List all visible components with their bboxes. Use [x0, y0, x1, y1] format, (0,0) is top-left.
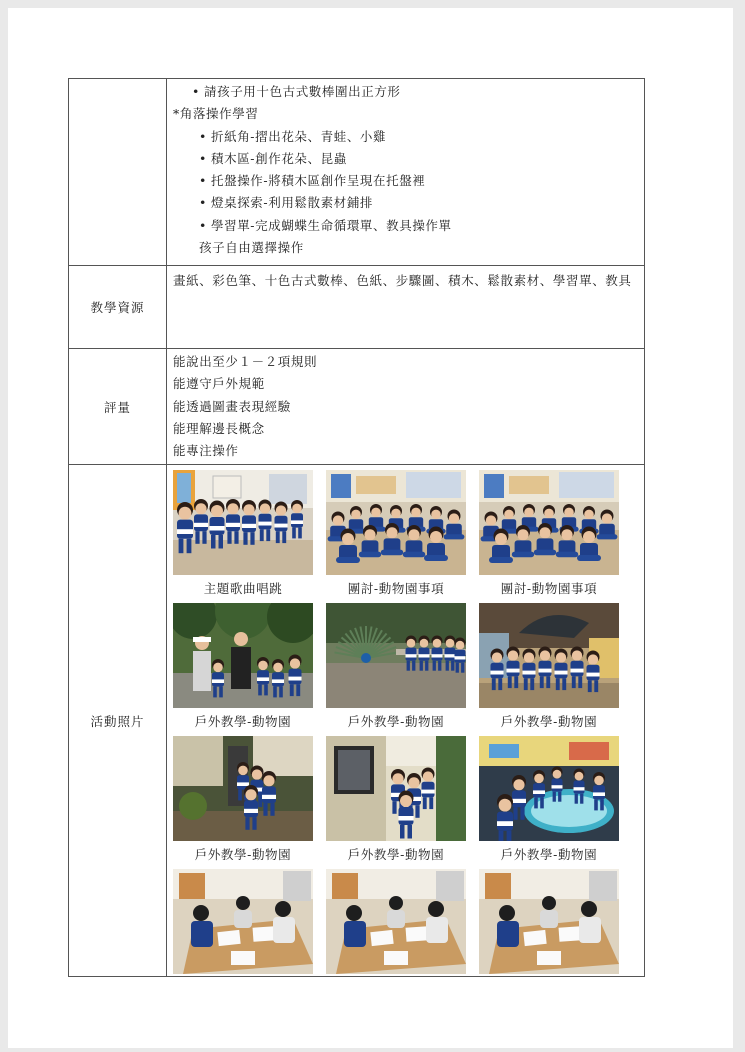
photo-item [173, 869, 313, 976]
photo-item [326, 470, 466, 603]
photo-illustration [326, 736, 466, 841]
photo-illustration [173, 603, 313, 708]
evaluation-item: 能理解邊長概念 [173, 420, 265, 436]
intro-label-cell [69, 79, 167, 266]
activity-photo [326, 470, 466, 575]
photo-caption: 戶外教學-動物園 [194, 714, 292, 730]
photo-illustration [479, 736, 619, 841]
activity-photo [326, 869, 466, 974]
intro-line [173, 192, 638, 214]
resources-content-cell [167, 266, 645, 349]
intro-line-text: 學習單-完成蝴蝶生命循環單、教具操作單 [211, 217, 452, 233]
activity-photo [326, 736, 466, 841]
evaluation-label: 評量 [69, 349, 167, 465]
intro-line [173, 170, 638, 192]
photo-item [326, 869, 466, 976]
evaluation-item: 能說出至少１－２項規則 [173, 354, 318, 369]
photos-row [69, 465, 645, 977]
resources-label: 教學資源 [69, 266, 167, 349]
bullet-icon: • [192, 84, 200, 99]
intro-line [173, 126, 638, 148]
photo-caption: 戶外教學-動物園 [347, 847, 445, 863]
photo-caption: 團討-動物園事項 [500, 581, 598, 597]
photo-item [326, 736, 466, 869]
activity-photo [479, 603, 619, 708]
photo-illustration [326, 603, 466, 708]
activity-photo [479, 736, 619, 841]
bullet-icon: • [199, 173, 207, 189]
activity-photo [326, 603, 466, 708]
photo-illustration [173, 736, 313, 841]
evaluation-row [69, 349, 645, 465]
photo-item [173, 736, 313, 869]
intro-line [173, 148, 638, 170]
photo-item [326, 603, 466, 736]
intro-line [173, 215, 638, 237]
intro-line-text: 托盤操作-將積木區創作呈現在托盤裡 [211, 173, 426, 189]
activity-photo [173, 470, 313, 575]
bullet-icon: • [199, 217, 207, 233]
activity-photo [173, 603, 313, 708]
intro-line [173, 81, 638, 103]
bullet-icon: • [199, 150, 207, 166]
intro-row [69, 79, 645, 266]
photos-content-cell [167, 465, 645, 977]
photo-caption: 主題歌曲唱跳 [203, 581, 283, 597]
photo-item [173, 470, 313, 603]
photo-caption: 戶外教學-動物園 [194, 847, 292, 863]
photo-caption: 團討-動物園事項 [347, 581, 445, 597]
photo-item [173, 603, 313, 736]
intro-content-cell [167, 79, 645, 266]
photo-illustration [479, 470, 619, 575]
evaluation-item: 能遵守戶外規範 [173, 376, 265, 392]
photo-caption: 戶外教學-動物園 [500, 847, 598, 863]
evaluation-content-cell [167, 349, 645, 465]
bullet-icon: • [199, 195, 207, 211]
intro-line-text: 孩子自由選擇操作 [199, 240, 304, 256]
photo-illustration [173, 470, 313, 575]
photo-illustration [173, 869, 313, 974]
resources-text: 畫紙、彩色筆、十色古式數棒、色紙、步驟圖、積木、鬆散素材、學習單、教具 [173, 273, 632, 288]
intro-line-text: 積木區-創作花朵、昆蟲 [211, 150, 347, 166]
document-page [8, 8, 733, 1048]
photo-item [479, 470, 619, 603]
bullet-icon: • [199, 128, 207, 144]
activity-photo [173, 736, 313, 841]
photo-grid [173, 467, 638, 976]
photo-illustration [326, 470, 466, 575]
resources-row [69, 266, 645, 349]
photo-caption: 戶外教學-動物園 [500, 714, 598, 730]
intro-line [173, 103, 638, 125]
activity-photo [479, 470, 619, 575]
photo-illustration [326, 869, 466, 974]
photo-item [479, 869, 619, 976]
intro-line-text: 請孩子用十色古式數棒圍出正方形 [204, 84, 401, 99]
photo-illustration [479, 869, 619, 974]
activity-photo [479, 869, 619, 974]
photo-item [479, 603, 619, 736]
photo-illustration [479, 603, 619, 708]
intro-line [173, 237, 638, 259]
intro-line-text: 燈桌探索-利用鬆散素材鋪排 [211, 195, 374, 211]
photo-caption: 戶外教學-動物園 [347, 714, 445, 730]
evaluation-item: 能透過圖畫表現經驗 [173, 398, 291, 414]
intro-line-text: 折紙角-摺出花朵、青蛙、小雞 [211, 128, 387, 144]
activity-photo [173, 869, 313, 974]
lesson-plan-table [68, 78, 645, 977]
evaluation-item: 能專注操作 [173, 443, 239, 459]
photos-label: 活動照片 [69, 465, 167, 977]
photo-item [479, 736, 619, 869]
intro-line-text: *角落操作學習 [173, 106, 259, 122]
